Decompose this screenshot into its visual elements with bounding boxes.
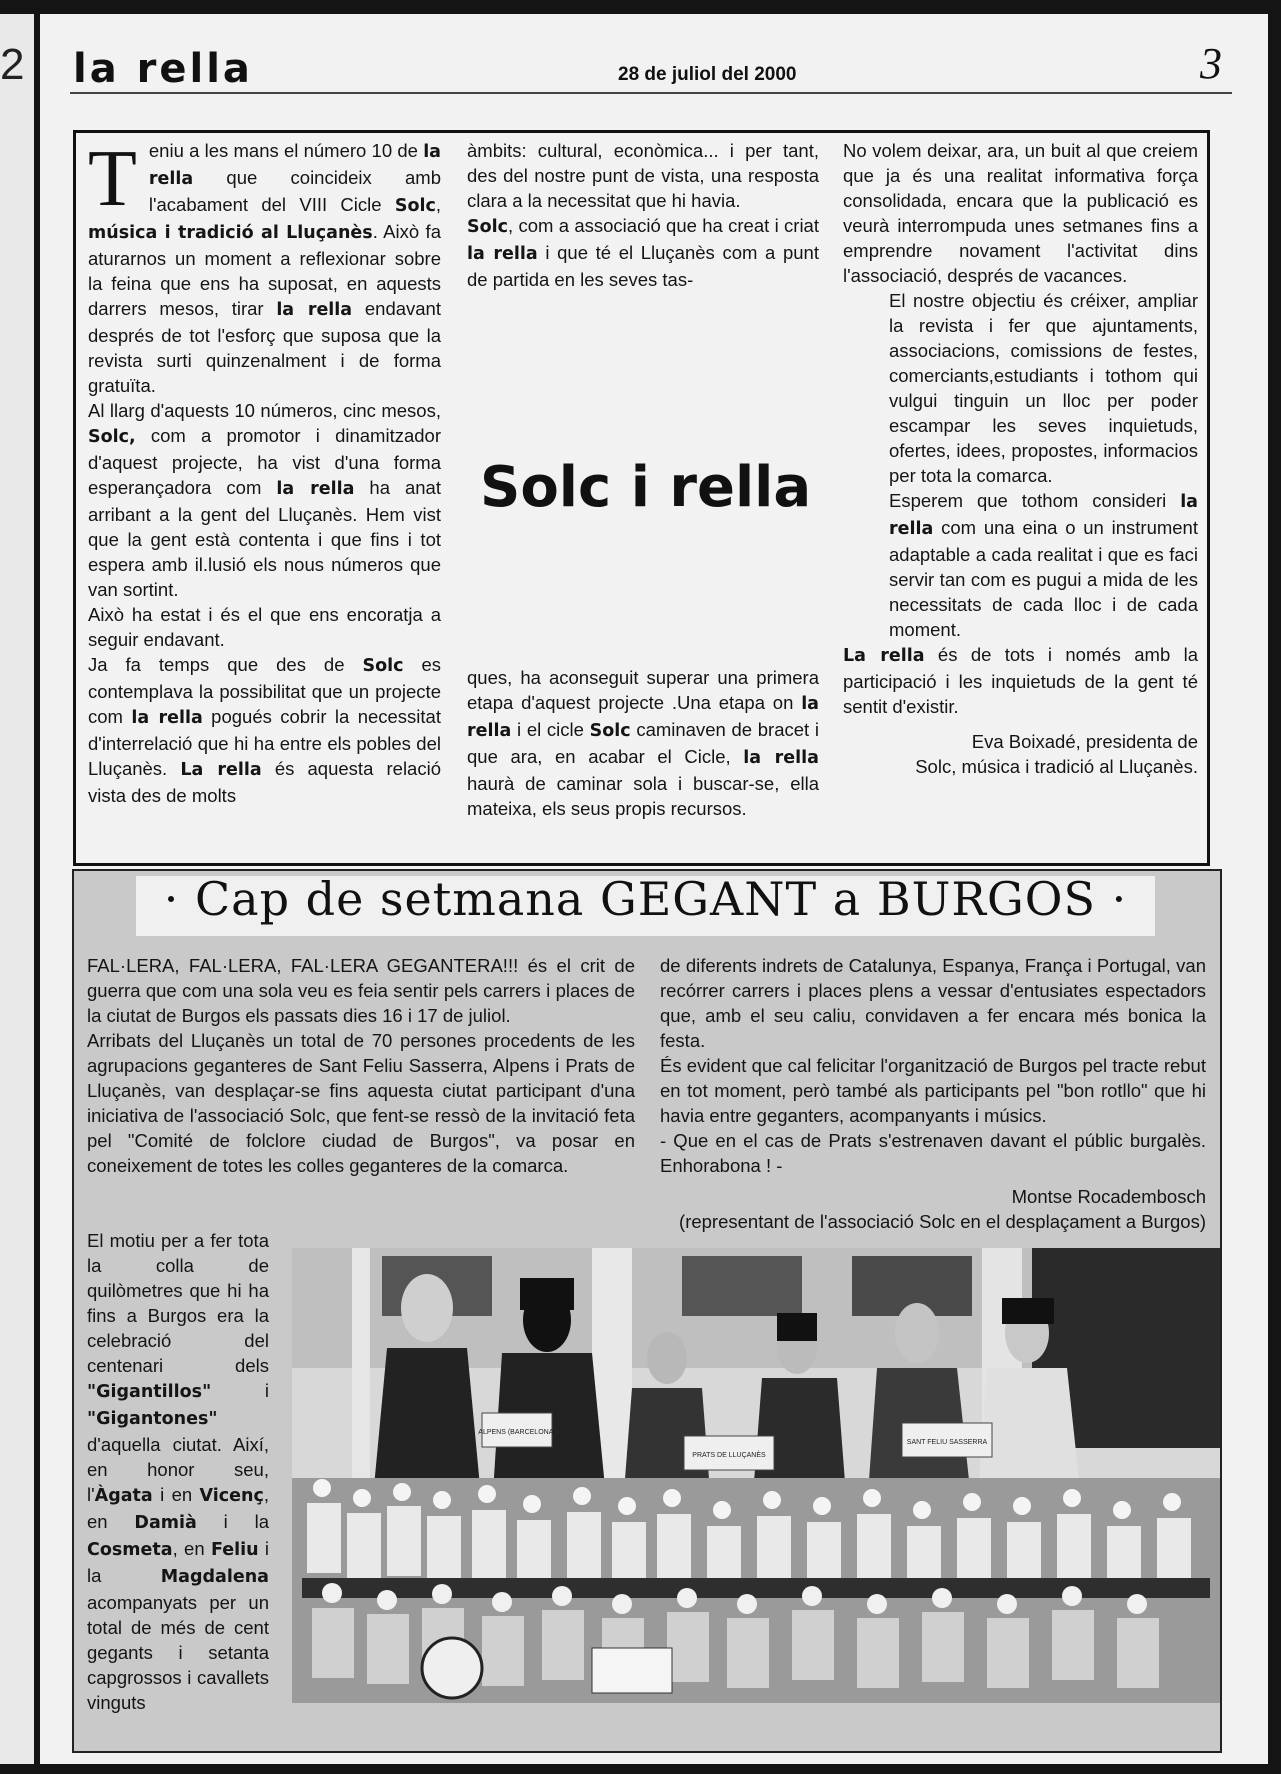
paragraph: - Que en el cas de Prats s'estrenaven davant el públic burgalès. Enhorabona ! -: [660, 1130, 1206, 1176]
paragraph: de diferents indrets de Catalunya, Espanya, França i Portugal, van recórrer carrers i places plens a vessar d'entusiates espectadors que, amb el seu caliu, convidaven a fer encara més bonica la festa.: [660, 955, 1206, 1051]
photo-sign-alpens: ALPENS (BARCELONA): [478, 1429, 556, 1436]
burgos-column-narrow: [87, 1228, 269, 1715]
signature: Eva Boixadé, presidenta de Solc, música i tradició al Lluçanès.: [915, 731, 1198, 777]
group-photo: [292, 1248, 1220, 1703]
publication-name: la rella: [73, 46, 253, 92]
paragraph: ques, ha aconseguit superar una primera etapa d'aquest projecte .Una etapa on la rella i el cicle Solc caminaven de bracet i que ara, en acabar el Cicle, la rella haurà de caminar sola i buscar-se, ella mateixa, els seus propis recursos.: [467, 667, 819, 819]
issue-date: 28 de juliol del 2000: [618, 64, 797, 85]
page-number: 3: [1200, 39, 1222, 88]
paragraph: No volem deixar, ara, un buit al que creiem que ja és una realitat informativa força consolidada, encara que la publicació es veurà interrompuda unes setmanes fins a emprendre novament l'activitat dins l'associació, després de vacances.: [843, 140, 1198, 286]
editorial-title: Solc i rella: [480, 455, 812, 520]
paragraph: El motiu per a fer tota la colla de quilòmetres que hi ha fins a Burgos era la celebració del centenari dels "Gigantillos" i "Gigantones" d'aquella ciutat. Així, en honor seu, l'Àgata i en Vicenç, en Damià i la Cosmeta, en Feliu i la Magdalena acompanyats per un total de més de cent gegants i setanta capgrossos i cavallets vinguts: [87, 1230, 269, 1713]
paragraph: Solc, com a associació que ha creat i criat la rella i que té el Lluçanès com a punt de partida en les seves tas-: [467, 215, 819, 290]
editorial-column-2-top: [467, 138, 819, 292]
burgos-column-right: [660, 953, 1206, 1234]
paragraph: La rella és de tots i només amb la participació i les inquietuds de la gent té sentit d'existir.: [843, 644, 1198, 717]
paragraph: És evident que cal felicitar l'organització de Burgos pel tracte rebut en tot moment, però també als participants pel "bon rotllo" que hi havia entre geganters, acompanyants i músics.: [660, 1055, 1206, 1126]
paragraph: Ja fa temps que des de Solc es contemplava la possibilitat que un projecte com la rella pogués cobrir la necessitat d'interrelació que hi ha entre els pobles del Lluçanès. La rella és aquesta relació vista des de molts: [88, 654, 441, 806]
paragraph: FAL·LERA, FAL·LERA, FAL·LERA GEGANTERA!!! és el crit de guerra que com una sola veu es feia sentir pels carrers i places de la ciutat de Burgos els passats dies 16 i 17 de juliol.: [87, 955, 635, 1026]
paragraph: Teniu a les mans el número 10 de la rella que coincideix amb l'acabament del VIII Cicle Solc, música i tradició al Lluçanès. Això fa aturarnos un moment a reflexionar sobre la feina que ens ha suposat, en aquests darrers mesos, tirar la rella endavant després de tot l'esforç que suposa que la revista surti quinzenalment i de forma gratuïta.: [88, 135, 441, 396]
paragraph: Arribats del Lluçanès un total de 70 persones procedents de les agrupacions geganteres de Sant Feliu Sasserra, Alpens i Prats de Lluçanès, van desplaçar-se fins aquesta ciutat participant d'una iniciativa de l'associació Solc, que fent-se ressò de la invitació feta pel "Comité de folclore ciudad de Burgos", va posar en coneixement de totes les colles geganteres de la comarca.: [87, 1030, 635, 1176]
burgos-column-left: [87, 953, 635, 1178]
paragraph: Això ha estat i és el que ens encoratja a seguir endavant.: [88, 604, 441, 650]
editorial-column-3: [843, 138, 1198, 779]
previous-page-number: 2: [0, 40, 25, 89]
previous-page-edge: [0, 14, 34, 1764]
editorial-column-2-bottom: [467, 665, 819, 821]
header-rule: [70, 92, 1232, 94]
photo-sign-sant-feliu: SANT FELIU SASSERRA: [906, 1439, 988, 1446]
editorial-column-1: [88, 135, 441, 808]
paragraph: El nostre objectiu és créixer, ampliar la revista i fer que ajuntaments, associacions, comissions de festes, comerciants,estudiants i tothom qui vulgui tinguin un lloc per poder escampar les seves inquietuds, ofertes, idees, propostes, informacios per tota la comarca.: [889, 290, 1198, 486]
paragraph: àmbits: cultural, econòmica... i per tant, des del nostre punt de vista, una resposta clara a la necessitat que hi havia.: [467, 140, 819, 211]
article-title: · Cap de setmana GEGANT a BURGOS ·: [163, 872, 1128, 926]
paragraph: Al llarg d'aquests 10 números, cinc mesos, Solc, com a promotor i dinamitzador d'aquest projecte, ha vist d'una forma esperançadora com la rella ha anat arribant a la gent del Lluçanès. Hem vist que la gent està contenta i que fins i tot espera amb il.lusió els nous números que van sortint.: [88, 400, 441, 600]
drop-cap: T: [88, 135, 137, 223]
paragraph: Esperem que tothom consideri la rella com una eina o un instrument adaptable a cada realitat i que es faci servir tan com es pugui a mida de les necessitats de cada lloc i de cada moment.: [889, 490, 1198, 640]
signature: Montse Rocadembosch (representant de l'associació Solc en el desplaçament a Burgos): [679, 1186, 1206, 1232]
photo-sign-prats: PRATS DE LLUÇANÈS: [692, 1452, 766, 1459]
